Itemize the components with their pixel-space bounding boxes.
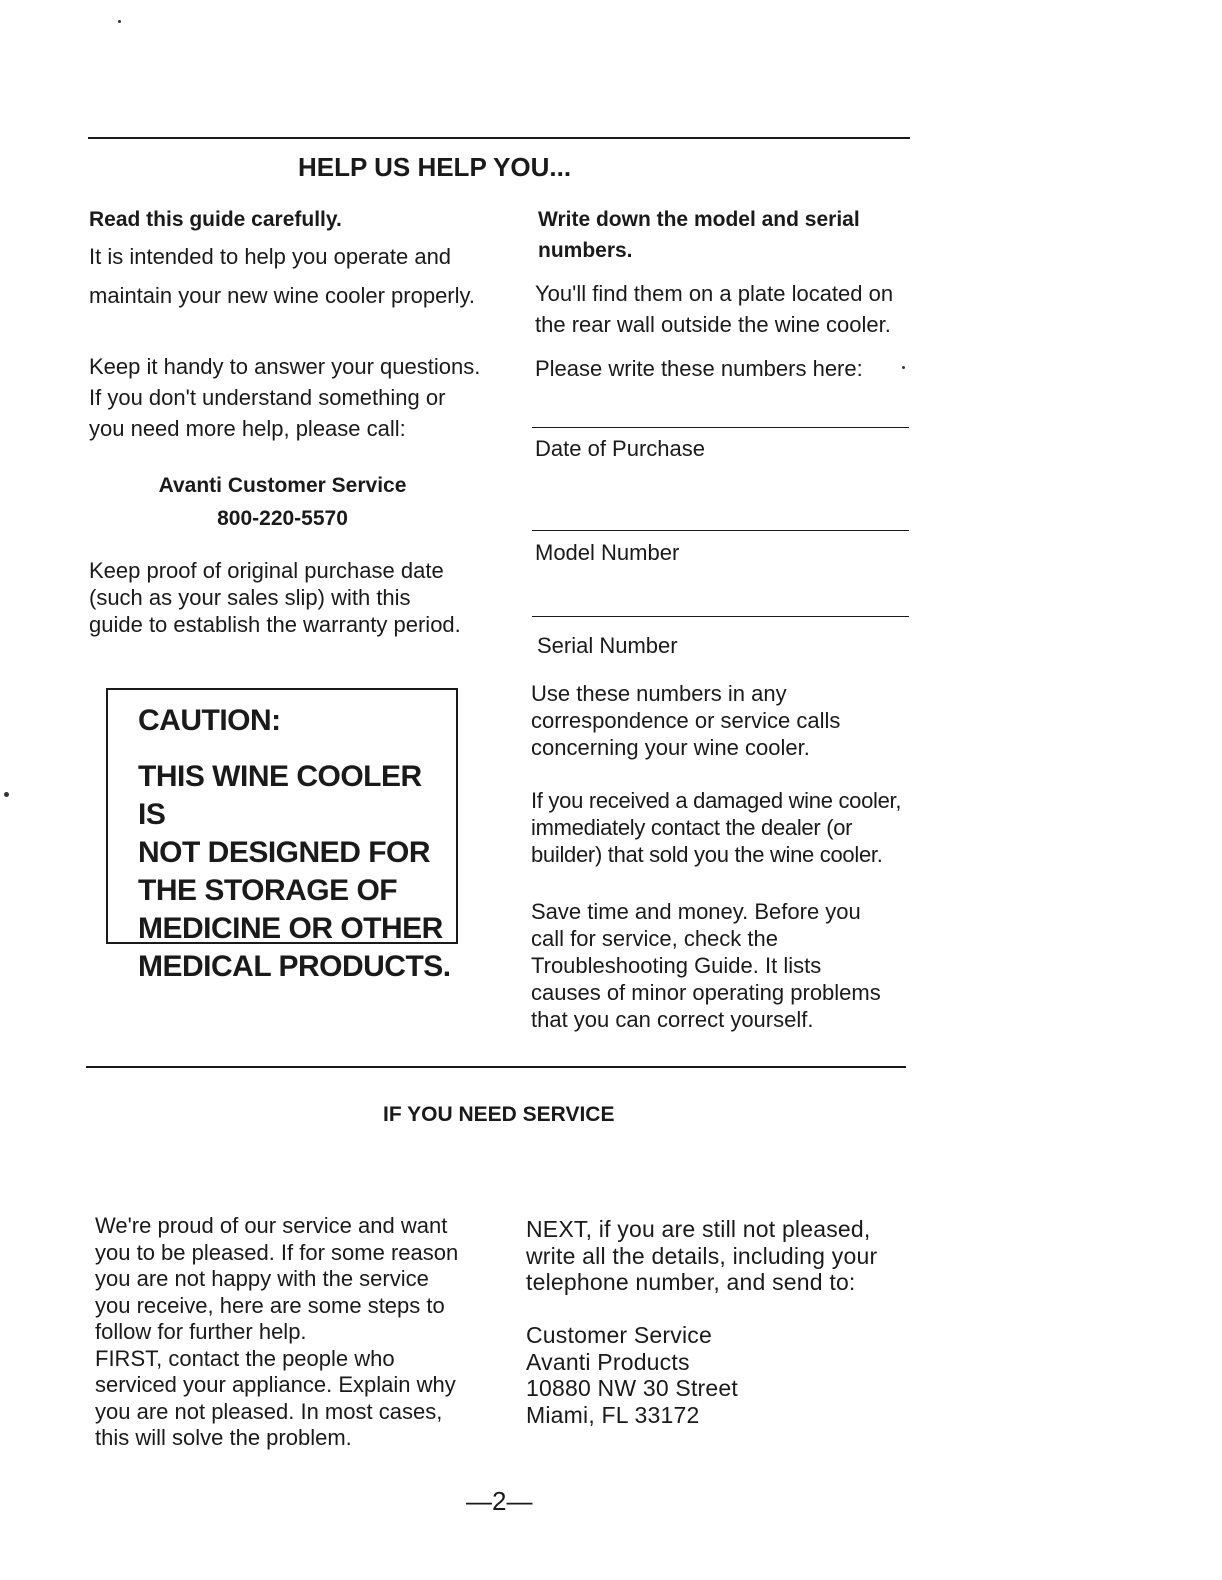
customer-service-name: Avanti Customer Service: [158, 474, 407, 497]
model-number-line: [532, 530, 909, 531]
read-guide-line-2: maintain your new wine cooler properly.: [89, 283, 475, 308]
damaged-cooler-paragraph: If you received a damaged wine cooler, immediately contact the dealer (or builder) that sold you the wine cooler.: [531, 788, 902, 867]
caution-box: [106, 688, 458, 983]
save-time-paragraph: Save time and money. Before you call for service, check the Troubleshooting Guide. It lists causes of minor operating problems that you can correct yourself.: [531, 899, 881, 1032]
page-number: —2—: [466, 1486, 533, 1516]
service-rule: [86, 1066, 906, 1068]
serial-number-line: [532, 616, 909, 617]
date-of-purchase-label: Date of Purchase: [535, 436, 705, 461]
read-guide-heading: Read this guide carefully.: [89, 208, 342, 231]
model-number-label: Model Number: [535, 540, 680, 565]
proof-of-purchase-paragraph: Keep proof of original purchase date (such as your sales slip) with this guide to establish the warranty period.: [89, 558, 461, 637]
date-of-purchase-line: [532, 427, 909, 428]
service-right-paragraph: NEXT, if you are still not pleased, write all the details, including your telephone number, and send to:: [526, 1216, 878, 1295]
service-address: Customer Service Avanti Products 10880 NW 30 Street Miami, FL 33172: [526, 1322, 738, 1428]
customer-service-phone: 800-220-5570: [217, 507, 348, 530]
caution-title: CAUTION:: [138, 704, 281, 737]
top-rule: [88, 137, 910, 139]
scan-speck: [902, 366, 905, 369]
write-down-heading-line-1: Write down the model and serial: [538, 208, 860, 231]
plate-location-paragraph: You'll find them on a plate located on the rear wall outside the wine cooler.: [535, 281, 894, 337]
please-write-label: Please write these numbers here:: [535, 356, 863, 381]
use-numbers-paragraph: Use these numbers in any correspondence or service calls concerning your wine cooler.: [531, 681, 841, 760]
keep-handy-paragraph: Keep it handy to answer your questions. If you don't understand something or you need more help, please call:: [89, 354, 481, 441]
service-left-paragraph: We're proud of our service and want you to be pleased. If for some reason you are not happy with the service you receive, here are some steps to follow for further help. FIRST, contact the people who serviced your appliance. Explain why you are not pleased. In most cases, this will solve the problem.: [95, 1213, 459, 1450]
caution-body: THIS WINE COOLER IS NOT DESIGNED FOR THE STORAGE OF MEDICINE OR OTHER MEDICAL PRODUCTS.: [138, 760, 451, 983]
scan-speck: [4, 792, 9, 797]
read-guide-line-1: It is intended to help you operate and: [89, 244, 452, 269]
serial-number-label: Serial Number: [537, 633, 678, 658]
page-title: HELP US HELP YOU...: [298, 152, 572, 182]
service-heading: IF YOU NEED SERVICE: [383, 1103, 615, 1126]
write-down-heading-line-2: numbers.: [538, 239, 633, 262]
scan-speck: [118, 20, 121, 23]
